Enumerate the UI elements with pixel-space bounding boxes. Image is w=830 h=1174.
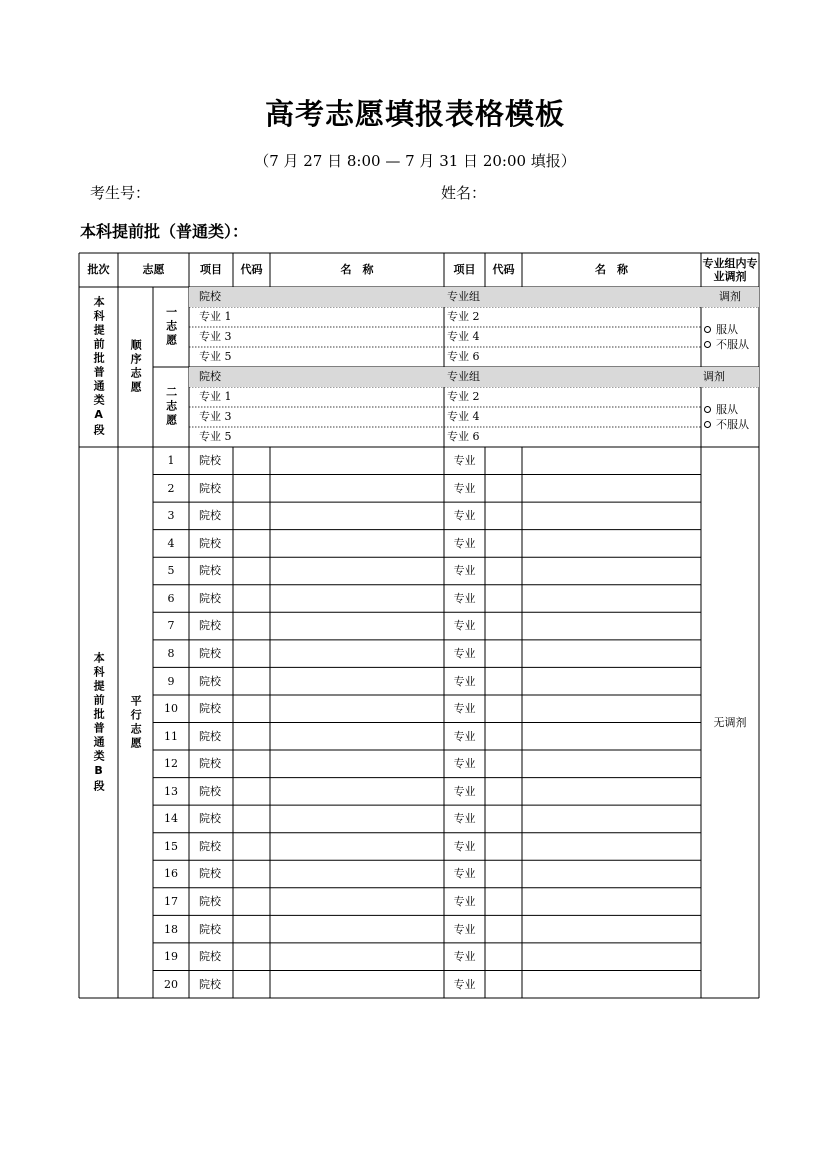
- parallel-wish-number: 9: [167, 674, 175, 688]
- major-code-cell[interactable]: [485, 475, 522, 503]
- school-code-cell[interactable]: [233, 888, 270, 916]
- radio-circle-icon[interactable]: [704, 406, 711, 413]
- parallel-wish-number: 19: [164, 950, 178, 964]
- parallel-major-label: 专业: [453, 867, 476, 881]
- parallel-school-label: 院校: [199, 702, 221, 716]
- parallel-major-label: 专业: [453, 784, 476, 798]
- school-code-cell[interactable]: [233, 612, 270, 640]
- filing-period: （7 月 27 日 8:00 — 7 月 31 日 20:00 填报）: [254, 152, 576, 170]
- school-code-cell[interactable]: [233, 943, 270, 971]
- parallel-wish-number: 2: [167, 481, 175, 495]
- student-name-label: 姓名：: [441, 184, 487, 202]
- school-name-cell[interactable]: [270, 750, 444, 778]
- parallel-wish-number: 1: [167, 454, 175, 468]
- major-code-cell[interactable]: [485, 640, 522, 668]
- fill-in-cell[interactable]: [233, 407, 444, 427]
- adjust-header: 调剂: [719, 290, 741, 304]
- parallel-school-label: 院校: [199, 922, 221, 936]
- school-name-cell[interactable]: [270, 778, 444, 806]
- parallel-major-label: 专业: [453, 757, 476, 771]
- segment-b-batch-label: 本科提前批普通类B段: [92, 651, 106, 794]
- parallel-major-label: 专业: [453, 894, 476, 908]
- parallel-school-label: 院校: [199, 894, 221, 908]
- major-name-cell[interactable]: [522, 750, 701, 778]
- wish-row-right-label: 专业 6: [447, 350, 480, 364]
- fill-in-cell[interactable]: [485, 307, 701, 327]
- radio-circle-icon[interactable]: [704, 421, 711, 428]
- fill-in-cell[interactable]: [233, 307, 444, 327]
- header-code2: 代码: [492, 263, 515, 277]
- parallel-wish-number: 12: [164, 757, 178, 771]
- segment-b-type-label: 平行志愿: [129, 694, 143, 751]
- parallel-school-label: 院校: [199, 619, 221, 633]
- fill-in-cell[interactable]: [233, 427, 444, 447]
- fill-in-cell[interactable]: [485, 347, 701, 367]
- school-code-cell[interactable]: [233, 860, 270, 888]
- wish-row-left-label: 专业 3: [199, 410, 232, 424]
- adjust-option-label: 服从: [716, 403, 738, 417]
- school-name-cell[interactable]: [270, 805, 444, 833]
- school-code-cell[interactable]: [233, 475, 270, 503]
- major-name-cell[interactable]: [522, 475, 701, 503]
- fill-in-cell[interactable]: [233, 347, 444, 367]
- wish-label: 一志愿: [164, 306, 178, 348]
- parallel-major-label: 专业: [453, 509, 476, 523]
- wish-row-left-label: 专业 3: [199, 330, 232, 344]
- adjust-header: 调剂: [703, 370, 725, 384]
- parallel-major-label: 专业: [453, 564, 476, 578]
- parallel-major-label: 专业: [453, 702, 476, 716]
- major-name-cell[interactable]: [522, 723, 701, 751]
- fill-in-cell[interactable]: [485, 327, 701, 347]
- major-code-cell[interactable]: [485, 943, 522, 971]
- parallel-wish-number: 8: [167, 647, 175, 661]
- wish-row-right-label: 专业 2: [447, 390, 480, 404]
- header-item2: 项目: [453, 263, 476, 277]
- school-name-cell[interactable]: [270, 667, 444, 695]
- school-name-cell[interactable]: [270, 447, 444, 475]
- major-code-cell[interactable]: [485, 778, 522, 806]
- school-code-cell[interactable]: [233, 723, 270, 751]
- school-name-cell[interactable]: [270, 502, 444, 530]
- major-name-cell[interactable]: [522, 695, 701, 723]
- parallel-major-label: 专业: [453, 591, 476, 605]
- school-code-cell[interactable]: [233, 750, 270, 778]
- school-code-cell[interactable]: [233, 970, 270, 998]
- parallel-wish-number: 6: [167, 591, 175, 605]
- school-code-cell[interactable]: [233, 585, 270, 613]
- parallel-major-label: 专业: [453, 977, 476, 991]
- fill-in-cell[interactable]: [485, 407, 701, 427]
- major-code-cell[interactable]: [485, 447, 522, 475]
- school-code-cell[interactable]: [233, 557, 270, 585]
- major-name-cell[interactable]: [522, 447, 701, 475]
- wish-row-right-label: 专业 4: [447, 330, 480, 344]
- school-name-cell[interactable]: [270, 833, 444, 861]
- school-code-cell[interactable]: [233, 805, 270, 833]
- major-code-cell[interactable]: [485, 833, 522, 861]
- parallel-major-label: 专业: [453, 922, 476, 936]
- adjust-options: [701, 307, 759, 367]
- wish-row-right-label: 专业组: [447, 370, 480, 384]
- segment-a-type-label: 顺序志愿: [129, 339, 143, 395]
- school-name-cell[interactable]: [270, 557, 444, 585]
- parallel-school-label: 院校: [199, 647, 221, 661]
- major-name-cell[interactable]: [522, 778, 701, 806]
- parallel-major-label: 专业: [453, 454, 476, 468]
- major-name-cell[interactable]: [522, 612, 701, 640]
- wish-row-right-label: 专业组: [447, 290, 480, 304]
- header-name: 名 称: [340, 263, 374, 277]
- parallel-major-label: 专业: [453, 481, 476, 495]
- major-name-cell[interactable]: [522, 860, 701, 888]
- parallel-wish-number: 14: [164, 812, 178, 826]
- wish-row-left-label: 专业 5: [199, 430, 232, 444]
- adjust-option[interactable]: [704, 418, 749, 431]
- major-name-cell[interactable]: [522, 502, 701, 530]
- parallel-major-label: 专业: [453, 619, 476, 633]
- parallel-school-label: 院校: [199, 729, 221, 743]
- parallel-wish-number: 13: [164, 784, 178, 798]
- fill-in-cell[interactable]: [485, 287, 701, 307]
- major-name-cell[interactable]: [522, 667, 701, 695]
- parallel-school-label: 院校: [199, 454, 221, 468]
- header-name2: 名 称: [595, 263, 628, 277]
- parallel-major-label: 专业: [453, 674, 476, 688]
- parallel-wish-number: 16: [164, 867, 178, 881]
- section-title: 本科提前批（普通类）：: [80, 222, 249, 241]
- school-code-cell[interactable]: [233, 667, 270, 695]
- wish-row-left-label: 专业 1: [199, 310, 232, 324]
- major-code-cell[interactable]: [485, 585, 522, 613]
- page-title: 高考志愿填报表格模板: [264, 97, 565, 131]
- exam-number-label: 考生号：: [90, 184, 151, 202]
- major-name-cell[interactable]: [522, 970, 701, 998]
- parallel-major-label: 专业: [453, 812, 476, 826]
- major-code-cell[interactable]: [485, 970, 522, 998]
- parallel-wish-number: 4: [167, 536, 175, 550]
- parallel-school-label: 院校: [199, 812, 221, 826]
- school-code-cell[interactable]: [233, 447, 270, 475]
- school-code-cell[interactable]: [233, 502, 270, 530]
- school-code-cell[interactable]: [233, 530, 270, 558]
- school-name-cell[interactable]: [270, 860, 444, 888]
- major-code-cell[interactable]: [485, 915, 522, 943]
- major-name-cell[interactable]: [522, 805, 701, 833]
- header-wish: 志愿: [142, 263, 165, 277]
- school-code-cell[interactable]: [233, 833, 270, 861]
- radio-circle-icon[interactable]: [704, 326, 711, 333]
- major-code-cell[interactable]: [485, 695, 522, 723]
- major-name-cell[interactable]: [522, 557, 701, 585]
- adjust-option-label: 不服从: [716, 337, 749, 351]
- parallel-wish-number: 11: [164, 729, 178, 743]
- school-name-cell[interactable]: [270, 530, 444, 558]
- parallel-wish-number: 3: [167, 509, 175, 523]
- major-code-cell[interactable]: [485, 860, 522, 888]
- wish-label: 二志愿: [164, 386, 178, 428]
- school-code-cell[interactable]: [233, 695, 270, 723]
- no-adjust-label: 无调剂: [713, 715, 747, 729]
- major-code-cell[interactable]: [485, 667, 522, 695]
- parallel-wish-number: 10: [164, 702, 178, 716]
- parallel-school-label: 院校: [199, 674, 221, 688]
- wish-row-left-label: 院校: [199, 290, 221, 304]
- parallel-school-label: 院校: [199, 536, 221, 550]
- fill-in-cell[interactable]: [233, 287, 444, 307]
- fill-in-cell[interactable]: [233, 367, 444, 387]
- radio-circle-icon[interactable]: [704, 341, 711, 348]
- parallel-school-label: 院校: [199, 784, 221, 798]
- school-name-cell[interactable]: [270, 640, 444, 668]
- wish-row-right-label: 专业 2: [447, 310, 480, 324]
- school-code-cell[interactable]: [233, 915, 270, 943]
- header-item: 项目: [200, 263, 222, 277]
- parallel-major-label: 专业: [453, 647, 476, 661]
- parallel-major-label: 专业: [453, 839, 476, 853]
- header-batch: 批次: [87, 263, 110, 277]
- school-code-cell[interactable]: [233, 778, 270, 806]
- parallel-major-label: 专业: [453, 950, 476, 964]
- school-name-cell[interactable]: [270, 915, 444, 943]
- parallel-school-label: 院校: [199, 867, 221, 881]
- header-adjust: 专业组内专业调剂: [702, 256, 758, 283]
- parallel-school-label: 院校: [199, 509, 221, 523]
- wish-row-left-label: 专业 5: [199, 350, 232, 364]
- major-code-cell[interactable]: [485, 888, 522, 916]
- adjust-option-label: 不服从: [716, 417, 749, 431]
- wish-row-right-label: 专业 6: [447, 430, 480, 444]
- major-code-cell[interactable]: [485, 723, 522, 751]
- adjust-option[interactable]: [704, 403, 749, 416]
- parallel-school-label: 院校: [199, 839, 221, 853]
- major-code-cell[interactable]: [485, 750, 522, 778]
- major-name-cell[interactable]: [522, 915, 701, 943]
- parallel-major-label: 专业: [453, 536, 476, 550]
- major-name-cell[interactable]: [522, 585, 701, 613]
- application-form-table: [79, 253, 759, 998]
- major-code-cell[interactable]: [485, 805, 522, 833]
- parallel-wish-number: 17: [164, 894, 178, 908]
- adjust-option-label: 服从: [716, 323, 738, 337]
- fill-in-cell[interactable]: [485, 427, 701, 447]
- parallel-major-label: 专业: [453, 729, 476, 743]
- parallel-school-label: 院校: [199, 950, 221, 964]
- major-code-cell[interactable]: [485, 557, 522, 585]
- school-code-cell[interactable]: [233, 640, 270, 668]
- header-code: 代码: [240, 263, 263, 277]
- wish-row-right-label: 专业 4: [447, 410, 480, 424]
- major-name-cell[interactable]: [522, 943, 701, 971]
- fill-in-cell[interactable]: [485, 387, 701, 407]
- major-name-cell[interactable]: [522, 888, 701, 916]
- parallel-wish-number: 5: [167, 564, 175, 578]
- parallel-school-label: 院校: [199, 481, 221, 495]
- adjust-options: [701, 387, 759, 447]
- major-name-cell[interactable]: [522, 833, 701, 861]
- major-code-cell[interactable]: [485, 612, 522, 640]
- parallel-wish-number: 18: [164, 922, 178, 936]
- parallel-school-label: 院校: [199, 977, 221, 991]
- major-name-cell[interactable]: [522, 530, 701, 558]
- segment-a-batch-label: 本科提前批普通类A段: [92, 296, 106, 438]
- major-code-cell[interactable]: [485, 530, 522, 558]
- school-name-cell[interactable]: [270, 970, 444, 998]
- school-name-cell[interactable]: [270, 943, 444, 971]
- fill-in-cell[interactable]: [233, 387, 444, 407]
- wish-row-left-label: 专业 1: [199, 390, 232, 404]
- parallel-school-label: 院校: [199, 757, 221, 771]
- school-name-cell[interactable]: [270, 475, 444, 503]
- school-name-cell[interactable]: [270, 695, 444, 723]
- major-code-cell[interactable]: [485, 502, 522, 530]
- school-name-cell[interactable]: [270, 888, 444, 916]
- wish-row-left-label: 院校: [199, 370, 221, 384]
- parallel-wish-number: 15: [164, 839, 178, 853]
- major-name-cell[interactable]: [522, 640, 701, 668]
- adjust-option[interactable]: [704, 338, 749, 351]
- parallel-wish-number: 7: [167, 619, 175, 633]
- adjust-option[interactable]: [704, 323, 749, 336]
- fill-in-cell[interactable]: [485, 367, 701, 387]
- parallel-school-label: 院校: [199, 591, 221, 605]
- fill-in-cell[interactable]: [233, 327, 444, 347]
- school-name-cell[interactable]: [270, 585, 444, 613]
- parallel-wish-number: 20: [164, 977, 178, 991]
- school-name-cell[interactable]: [270, 723, 444, 751]
- school-name-cell[interactable]: [270, 612, 444, 640]
- parallel-school-label: 院校: [199, 564, 221, 578]
